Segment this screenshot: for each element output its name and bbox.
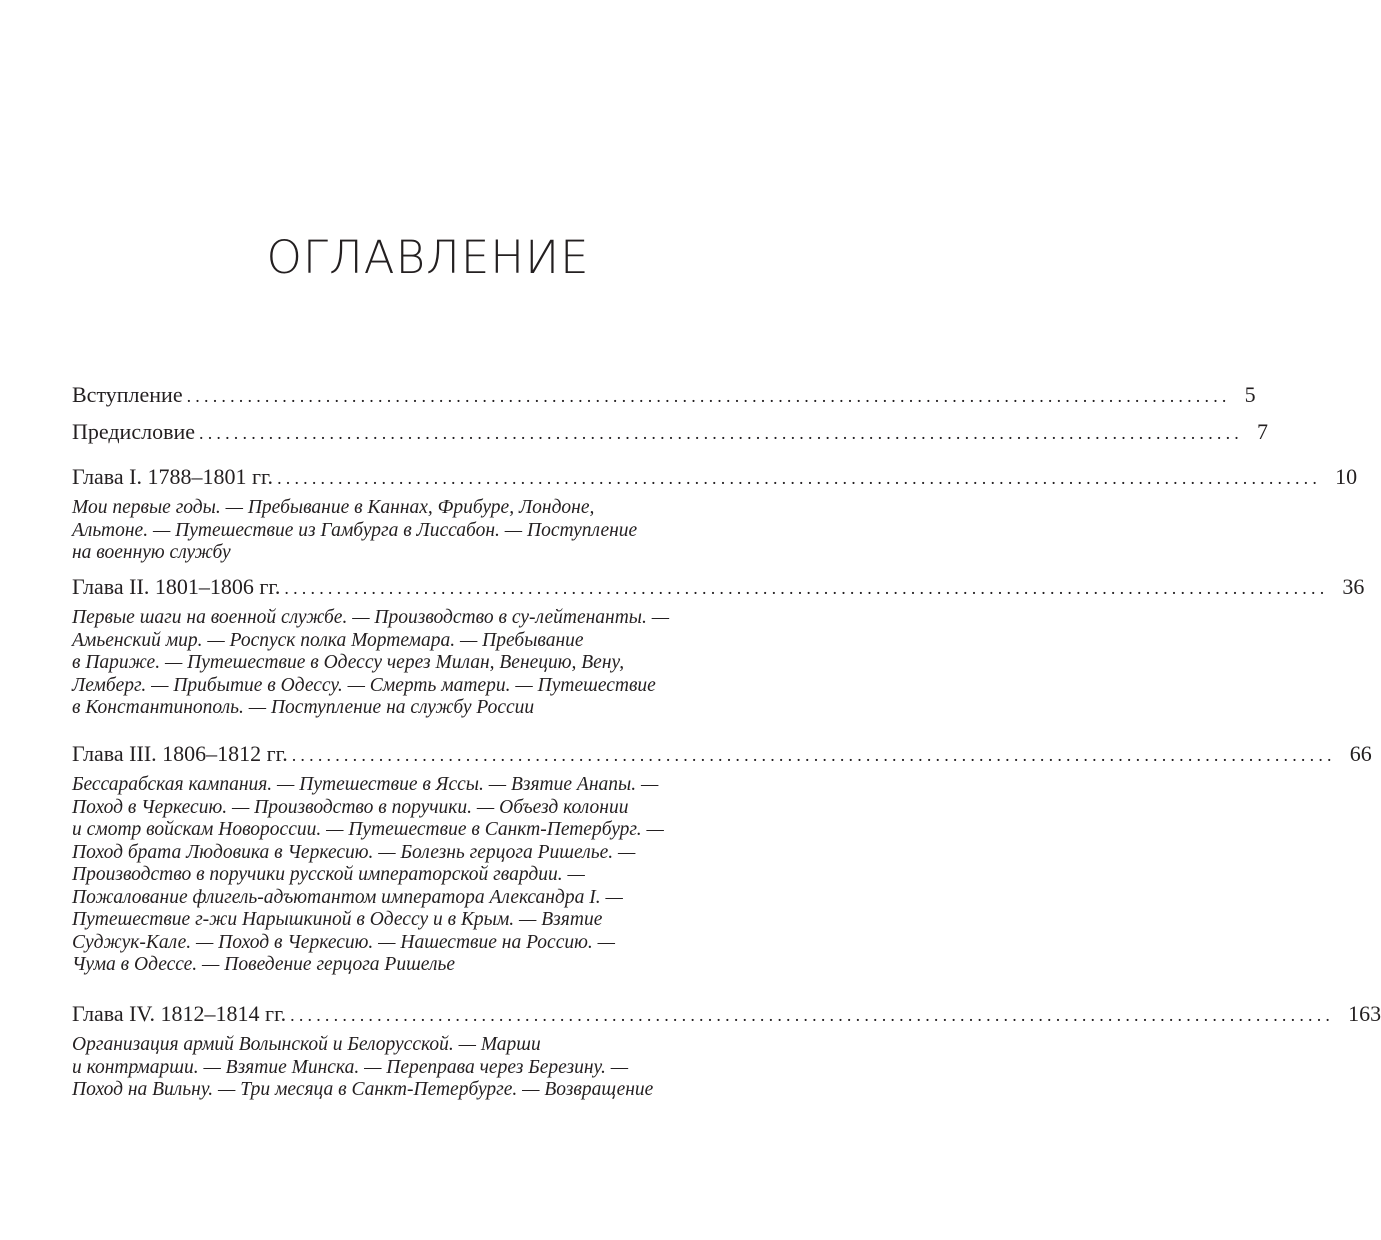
description-line: Первые шаги на военной службе. — Производство в су-лейтенанты. —: [72, 607, 670, 628]
toc-entry-heading[interactable]: [72, 418, 1268, 447]
description-line: Путешествие г-жи Нарышкиной в Одессу и в Крым. — Взятие: [72, 909, 603, 930]
page-number: 66: [1349, 741, 1372, 766]
entry-label: Глава I. 1788–1801 гг.: [72, 464, 274, 489]
entry-label: Глава II. 1801–1806 гг.: [72, 574, 281, 599]
dot-leader: ........................................................................................................................: [291, 745, 1336, 765]
description-line: Лемберг. — Прибытие в Одессу. — Смерть матери. — Путешествие: [72, 674, 656, 696]
toc-entry-heading[interactable]: [72, 573, 1365, 602]
description-line: Поход в Черкесию. — Производство в поручики. — Объезд колонии: [72, 796, 629, 818]
description-line: Поход на Вильну. — Три месяца в Санкт-Петербурге. — Возвращение: [72, 1079, 654, 1100]
toc-entry-heading[interactable]: [72, 463, 1358, 492]
entry-label: Глава III. 1806–1812 гг.: [72, 741, 288, 766]
description-line: Поход брата Людовика в Черкесию. — Болезнь герцога Ришелье. —: [72, 841, 636, 863]
toc-entry: [72, 740, 1372, 977]
toc-entry-heading[interactable]: [72, 1000, 1381, 1029]
page-number: 163: [1348, 1001, 1381, 1026]
description-line: Пожалование флигель-адъютантом императора Александра I. —: [72, 886, 623, 908]
entry-label: Глава IV. 1812–1814 гг.: [72, 1001, 287, 1026]
description-line: на военную службу: [72, 542, 231, 563]
description-line: Организация армий Волынской и Белорусской. — Марши: [72, 1034, 541, 1055]
entry-label: Предисловие: [72, 419, 195, 444]
entry-label: Вступление: [72, 382, 183, 407]
dot-leader: ........................................................................................................................: [199, 423, 1243, 443]
dot-leader: ........................................................................................................................: [284, 578, 1329, 598]
entry-description: [72, 497, 778, 565]
page-title: ОГЛАВЛЕНИЕ: [266, 231, 590, 284]
description-line: в Константинополь. — Поступление на службу России: [72, 697, 535, 718]
toc-entry: [72, 418, 1268, 447]
description-line: Чума в Одессе. — Поведение герцога Ришелье: [72, 954, 456, 975]
description-line: Альтоне. — Путешествие из Гамбурга в Лиссабон. — Поступление: [72, 519, 638, 541]
description-line: и смотр войскам Новороссии. — Путешествие в Санкт-Петербург. —: [72, 819, 664, 840]
page-number: 7: [1257, 419, 1268, 444]
description-line: и контрмарши. — Взятие Минска. — Переправа через Березину. —: [72, 1056, 629, 1078]
dot-leader: ........................................................................................................................: [277, 468, 1322, 488]
entry-description: [72, 774, 778, 977]
page-number: 10: [1335, 464, 1358, 489]
entry-description: [72, 607, 778, 720]
toc-entry: [72, 381, 1256, 410]
dot-leader: ........................................................................................................................: [186, 386, 1231, 406]
toc-entry: [72, 1000, 1381, 1102]
toc-entry-heading[interactable]: [72, 740, 1372, 769]
description-line: Мои первые годы. — Пребывание в Каннах, Фрибуре, Лондоне,: [72, 497, 595, 518]
description-line: Амьенский мир. — Роспуск полка Мортемара. — Пребывание: [72, 629, 584, 651]
dot-leader: ........................................................................................................................: [290, 1005, 1335, 1025]
toc-entry-heading[interactable]: [72, 381, 1256, 410]
page-number: 5: [1244, 382, 1256, 407]
description-line: Бессарабская кампания. — Путешествие в Яссы. — Взятие Анапы. —: [72, 774, 659, 795]
entry-description: [72, 1034, 778, 1102]
toc-entry: [72, 463, 1358, 565]
description-line: Суджук-Кале. — Поход в Черкесию. — Нашествие на Россию. —: [72, 931, 615, 953]
description-line: Производство в поручики русской императорской гвардии. —: [72, 864, 585, 885]
page-number: 36: [1342, 574, 1365, 599]
toc-entry: [72, 573, 1365, 720]
description-line: в Париже. — Путешествие в Одессу через Милан, Венецию, Вену,: [72, 652, 625, 673]
